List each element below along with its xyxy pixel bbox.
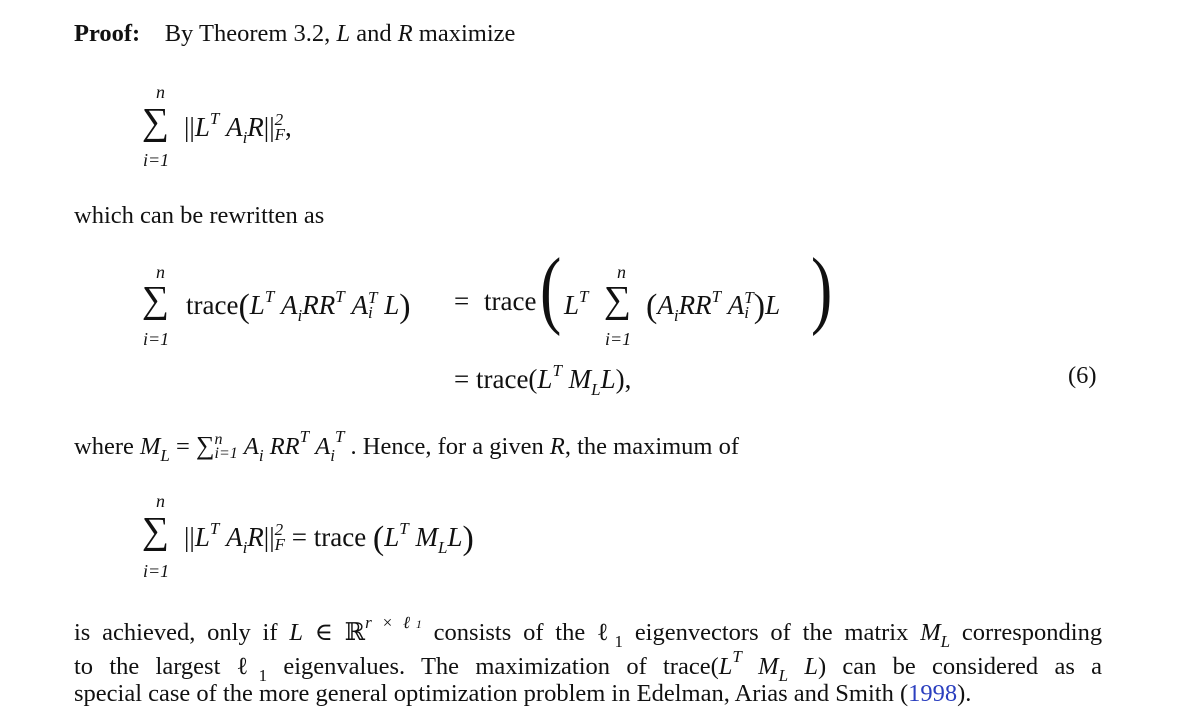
var-R: R <box>397 20 413 47</box>
text-rewritten: which can be rewritten as <box>74 202 325 229</box>
sigma-symbol: ∑ <box>142 279 170 321</box>
inner-sum-lower: i=1 <box>605 329 632 349</box>
where-line: where $M_L$ = ∑ n i=1 $A_i$ $RR^T$ $A_i^T$ . Hence, for a given R, the maximum of <box>74 427 740 465</box>
proof-intro: By Theorem 3.2, <box>164 20 331 47</box>
word-and: and <box>356 20 392 47</box>
trace-line2: = $trace(L^T$ $M_LL$), <box>454 361 632 399</box>
big-right-paren: ) <box>811 240 833 337</box>
trace-lhs: $trace(L^T$ $A_iRR^T$ A T i L) <box>186 287 411 325</box>
inner-sigma-symbol: ∑ <box>604 279 632 321</box>
big-left-paren: ( <box>540 240 562 337</box>
var-L: L <box>336 20 351 47</box>
equation-number: (6) <box>1068 362 1097 389</box>
sum-lower-limit: i=1 <box>143 329 170 349</box>
proof-label: Proof: <box>74 20 141 47</box>
paragraph-line-1: is achieved, only if L ∈ ℝ$^{r \times \ell 1}$ consists of the ℓ$_1$ eigenvectors of the matrix $M_L$ corresponding <box>74 613 1103 651</box>
norm-trace-expression: $||L^T$ $A_iR||$ 2 F = trace ($L^T$ $M_LL$) <box>184 519 474 557</box>
norm-expression: $||L^T$ $A_iR||$ 2 F , <box>184 109 292 147</box>
word-maximize: maximize <box>418 20 516 47</box>
sum-lower-limit: i=1 <box>143 150 170 170</box>
paragraph-line-2: to the largest ℓ$_1$ eigenvalues. The maximization of $trace(L^T$ $M_L$ L) can be considered as a <box>74 647 1103 685</box>
sum-lower-limit: i=1 <box>143 561 170 581</box>
sum-upper-limit: n <box>156 82 165 102</box>
sum-upper-limit: n <box>156 491 165 511</box>
paragraph-line-3: special case of the more general optimization problem in Edelman, Arias and Smith (1998). <box>74 680 972 707</box>
trace-rhs-inner: ($A_iRR^T$ A T i )L <box>646 287 781 325</box>
proof-line <box>74 22 515 47</box>
inner-sum-upper: n <box>617 262 626 282</box>
sum-upper-limit: n <box>156 262 165 282</box>
equals-sign: = <box>454 286 470 316</box>
sigma-symbol: ∑ <box>142 510 170 552</box>
trace-word-rhs: trace <box>484 286 537 316</box>
citation-link[interactable]: 1998 <box>908 680 958 707</box>
trace-rhs-L: $L^T$ <box>564 287 589 320</box>
sigma-symbol: ∑ <box>142 101 170 143</box>
